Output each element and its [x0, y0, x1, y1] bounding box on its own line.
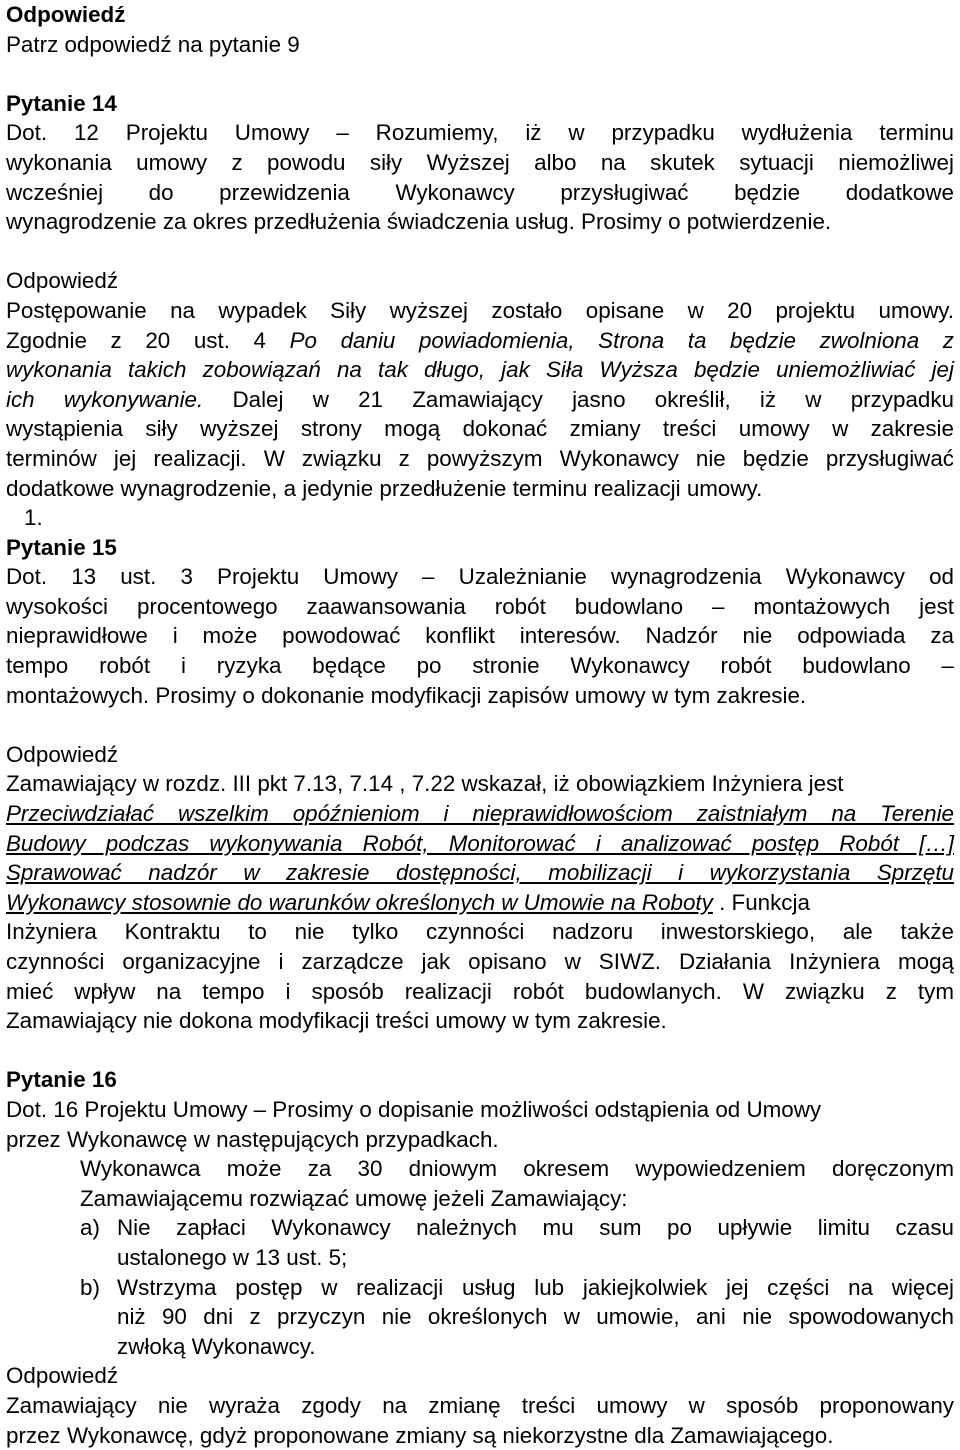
answer-line	[6, 888, 954, 918]
question-line: montażowych. Prosimy o dokonanie modyfikacji zapisów umowy w tym zakresie.	[6, 681, 954, 711]
answer-heading: Odpowiedź	[6, 1361, 954, 1391]
answer-line: Inżyniera Kontraktu to nie tylko czynności nadzoru inwestorskiego, ale także	[6, 917, 954, 947]
question-line: wysokości procentowego zaawansowania robót budowlano – montażowych jest	[6, 592, 954, 622]
quoted-text: Po daniu powiadomienia, Strona ta będzie zwolniona z	[290, 328, 954, 353]
list-item-text: zwłoką Wykonawcy.	[6, 1332, 954, 1362]
spacer	[6, 1036, 954, 1066]
quoted-line: Budowy podczas wykonywania Robót, Monitorować i analizować postęp Robót […]	[6, 829, 954, 859]
answer-heading: Odpowiedź	[6, 266, 954, 296]
question-heading: Pytanie 15	[6, 533, 954, 563]
document-page	[6, 0, 954, 1450]
question-line: wynagrodzenie za okres przedłużenia świadczenia usług. Prosimy o potwierdzenie.	[6, 207, 954, 237]
question-heading: Pytanie 14	[6, 89, 954, 119]
answer-text: Dalej w 21 Zamawiający jasno określił, iż w przypadku	[203, 387, 954, 412]
answer-text: Zgodnie z 20 ust. 4	[6, 328, 290, 353]
quoted-text: Wykonawcy stosownie do warunków określonych w Umowie na Roboty	[6, 890, 713, 915]
answer-line: Postępowanie na wypadek Siły wyższej zostało opisane w 20 projektu umowy.	[6, 296, 954, 326]
spacer	[6, 237, 954, 267]
answer-line: przez Wykonawcę, gdyż proponowane zmiany są niekorzystne dla Zamawiającego.	[6, 1421, 954, 1450]
list-marker: a)	[80, 1213, 100, 1243]
answer-line: Zamawiający nie wyraża zgody na zmianę treści umowy w sposób proponowany	[6, 1391, 954, 1421]
question-line: Wykonawca może za 30 dniowym okresem wypowiedzeniem doręczonym	[6, 1154, 954, 1184]
quoted-line: wykonania takich zobowiązań na tak długo, jak Siła Wyższa będzie uniemożliwiać jej	[6, 355, 954, 385]
quoted-line: Sprawować nadzór w zakresie dostępności, mobilizacji i wykorzystania Sprzętu	[6, 858, 954, 888]
question-heading: Pytanie 16	[6, 1065, 954, 1095]
quoted-text: ich wykonywanie.	[6, 387, 203, 412]
spacer	[6, 59, 954, 89]
answer-line	[6, 385, 954, 415]
spacer	[6, 710, 954, 740]
question-line: tempo robót i ryzyka będące po stronie Wykonawcy robót budowlano –	[6, 651, 954, 681]
quoted-line: Przeciwdziałać wszelkim opóźnieniom i nieprawidłowościom zaistniałym na Terenie	[6, 799, 954, 829]
question-line: Dot. 12 Projektu Umowy – Rozumiemy, iż w przypadku wydłużenia terminu	[6, 118, 954, 148]
answer-line: Zamawiający w rozdz. III pkt 7.13, 7.14 , 7.22 wskazał, iż obowiązkiem Inżyniera jest	[6, 769, 954, 799]
list-marker: b)	[80, 1273, 100, 1303]
answer-line: dodatkowe wynagrodzenie, a jedynie przedłużenie terminu realizacji umowy.	[6, 474, 954, 504]
answer-text: Patrz odpowiedź na pytanie 9	[6, 30, 954, 60]
answer-text: . Funkcja	[713, 890, 810, 915]
answer-line: mieć wpływ na tempo i sposób realizacji robót budowlanych. W związku z tym	[6, 977, 954, 1007]
answer-line: Zamawiający nie dokona modyfikacji treści umowy w tym zakresie.	[6, 1006, 954, 1036]
question-line: nieprawidłowe i może powodować konflikt interesów. Nadzór nie odpowiada za	[6, 621, 954, 651]
question-line: przez Wykonawcę w następujących przypadkach.	[6, 1125, 954, 1155]
answer-line	[6, 326, 954, 356]
question-line: wcześniej do przewidzenia Wykonawcy przysługiwać będzie dodatkowe	[6, 178, 954, 208]
list-item-text: Nie zapłaci Wykonawcy należnych mu sum po upływie limitu czasu	[117, 1215, 954, 1240]
question-line: wykonania umowy z powodu siły Wyższej albo na skutek sytuacji niemożliwej	[6, 148, 954, 178]
answer-heading: Odpowiedź	[6, 740, 954, 770]
list-item	[6, 1213, 954, 1243]
list-number: 1.	[6, 503, 954, 533]
list-item-text: niż 90 dni z przyczyn nie określonych w umowie, ani nie spowodowanych	[6, 1302, 954, 1332]
list-item-text: ustalonego w 13 ust. 5;	[6, 1243, 954, 1273]
list-item	[6, 1273, 954, 1303]
question-line: Dot. 13 ust. 3 Projektu Umowy – Uzależnianie wynagrodzenia Wykonawcy od	[6, 562, 954, 592]
answer-line: terminów jej realizacji. W związku z powyższym Wykonawcy nie będzie przysługiwać	[6, 444, 954, 474]
answer-line: czynności organizacyjne i zarządcze jak opisano w SIWZ. Działania Inżyniera mogą	[6, 947, 954, 977]
question-line: Zamawiającemu rozwiązać umowę jeżeli Zamawiający:	[6, 1184, 954, 1214]
list-item-text: Wstrzyma postęp w realizacji usług lub jakiejkolwiek jej części na więcej	[117, 1275, 954, 1300]
question-line: Dot. 16 Projektu Umowy – Prosimy o dopisanie możliwości odstąpienia od Umowy	[6, 1095, 954, 1125]
answer-heading: Odpowiedź	[6, 0, 954, 30]
answer-line: wystąpienia siły wyższej strony mogą dokonać zmiany treści umowy w zakresie	[6, 414, 954, 444]
